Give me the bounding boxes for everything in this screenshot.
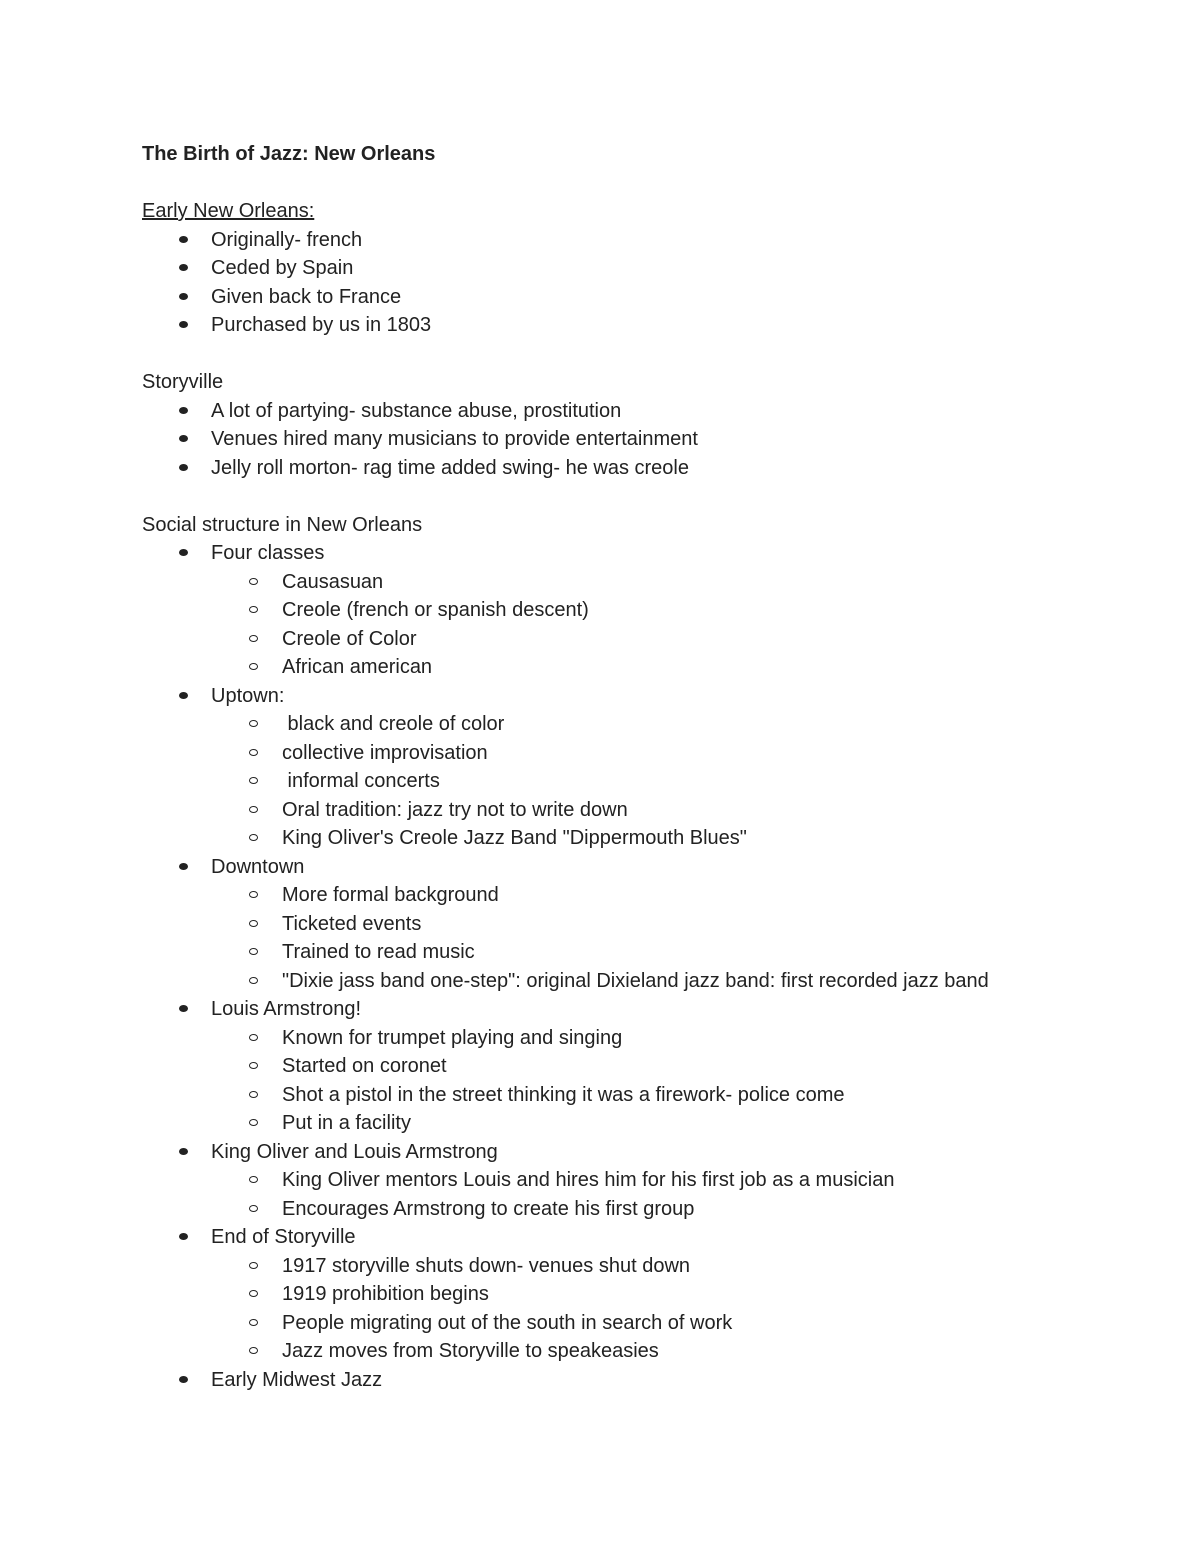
list-item-row: [211, 226, 1142, 255]
list-item-text: Downtown: [211, 855, 305, 878]
list-item: [142, 853, 1142, 996]
list-item-row: [211, 995, 1142, 1024]
bullet-list: [142, 539, 1142, 1394]
bullet-disc-icon: [179, 1148, 188, 1155]
sub-bullet-list: [142, 881, 1142, 995]
list-item-row: [211, 1223, 1142, 1252]
sub-list-item: [142, 967, 1142, 996]
bullet-circle-icon: [249, 1091, 258, 1098]
list-item-text: A lot of partying- substance abuse, prostitution: [211, 399, 622, 422]
bullet-circle-icon: [249, 977, 258, 984]
bullet-circle-icon: [249, 749, 258, 756]
sub-list-item: [142, 710, 1142, 739]
section-heading: Early New Orleans:: [142, 200, 315, 222]
list-item-text: Ceded by Spain: [211, 257, 354, 279]
list-item: [142, 1366, 1142, 1395]
bullet-circle-icon: [249, 1034, 258, 1041]
sub-list-item-text: African american: [282, 656, 433, 678]
sub-list-item: [142, 1109, 1142, 1138]
bullet-disc-icon: [179, 1233, 188, 1240]
list-item: [142, 254, 1142, 283]
list-item: [142, 995, 1142, 1138]
sub-list-item: [142, 1081, 1142, 1110]
sub-list-item-text: More formal background: [282, 884, 499, 906]
list-item-text: End of Storyville: [211, 1226, 356, 1248]
sub-list-item: [142, 568, 1142, 597]
list-item-row: [211, 1366, 1142, 1395]
bullet-list: [142, 226, 1142, 340]
list-item: [142, 1138, 1142, 1224]
bullet-disc-icon: [179, 1376, 188, 1383]
bullet-circle-icon: [249, 1176, 258, 1183]
bullet-circle-icon: [249, 891, 258, 898]
bullet-circle-icon: [249, 635, 258, 642]
bullet-circle-icon: [249, 663, 258, 670]
bullet-disc-icon: [179, 236, 188, 243]
bullet-circle-icon: [249, 1319, 258, 1326]
bullet-circle-icon: [249, 1347, 258, 1354]
list-item: [142, 682, 1142, 853]
sub-list-item-text: "Dixie jass band one-step": original Dixieland jazz band: first recorded jazz band: [282, 969, 989, 992]
spacer: [142, 169, 1142, 198]
list-item: [142, 226, 1142, 255]
bullet-disc-icon: [179, 464, 188, 471]
sub-list-item: [142, 1024, 1142, 1053]
sub-bullet-list: [142, 710, 1142, 853]
list-item: [142, 425, 1142, 454]
sub-list-item-text: Trained to read music: [282, 941, 475, 963]
list-item-row: [211, 539, 1142, 568]
list-item-row: [211, 254, 1142, 283]
spacer: [142, 482, 1142, 511]
list-item-text: Venues hired many musicians to provide entertainment: [211, 428, 698, 450]
bullet-circle-icon: [249, 1290, 258, 1297]
sub-list-item-text: Jazz moves from Storyville to speakeasies: [282, 1340, 659, 1362]
bullet-disc-icon: [179, 1005, 188, 1012]
sub-list-item: [142, 653, 1142, 682]
list-item-row: [211, 682, 1142, 711]
bullet-circle-icon: [249, 834, 258, 841]
list-item: [142, 283, 1142, 312]
bullet-circle-icon: [249, 1205, 258, 1212]
sub-list-item: [142, 1337, 1142, 1366]
bullet-circle-icon: [249, 1262, 258, 1269]
sub-list-item: [142, 1252, 1142, 1281]
list-item-text: Uptown:: [211, 684, 285, 707]
list-item-row: [211, 397, 1142, 426]
sub-list-item-text: Creole (french or spanish descent): [282, 599, 589, 621]
sub-list-item-text: Ticketed events: [282, 912, 422, 935]
sub-list-item: [142, 625, 1142, 654]
sub-bullet-list: [142, 568, 1142, 682]
bullet-circle-icon: [249, 920, 258, 927]
list-item-row: [211, 311, 1142, 340]
sub-list-item-text: People migrating out of the south in search of work: [282, 1311, 733, 1334]
document-title: The Birth of Jazz: New Orleans: [142, 143, 436, 165]
list-item: [142, 311, 1142, 340]
sub-list-item-text: Started on coronet: [282, 1055, 447, 1077]
document-page: [142, 140, 1142, 1394]
bullet-disc-icon: [179, 863, 188, 870]
list-item: [142, 539, 1142, 682]
bullet-disc-icon: [179, 435, 188, 442]
list-item: [142, 1223, 1142, 1366]
sub-list-item-text: Known for trumpet playing and singing: [282, 1026, 623, 1049]
sub-list-item-text: Shot a pistol in the street thinking it was a firework- police come: [282, 1083, 845, 1106]
sub-list-item-text: 1917 storyville shuts down- venues shut down: [282, 1254, 691, 1277]
document-body: [142, 197, 1142, 1394]
list-item-text: Given back to France: [211, 285, 402, 308]
sub-bullet-list: [142, 1166, 1142, 1223]
section-heading: Social structure in New Orleans: [142, 513, 423, 536]
spacer: [142, 340, 1142, 369]
list-item: [142, 454, 1142, 483]
list-item: [142, 397, 1142, 426]
list-item-row: [211, 425, 1142, 454]
sub-list-item: [142, 1052, 1142, 1081]
sub-list-item: [142, 796, 1142, 825]
sub-list-item-text: Causasuan: [282, 570, 384, 593]
bullet-circle-icon: [249, 1119, 258, 1126]
sub-list-item: [142, 881, 1142, 910]
bullet-disc-icon: [179, 321, 188, 328]
sub-list-item-text: Encourages Armstrong to create his first group: [282, 1197, 695, 1220]
sub-list-item-text: King Oliver mentors Louis and hires him for his first job as a musician: [282, 1169, 895, 1191]
section-heading: Storyville: [142, 371, 224, 393]
sub-list-item-text: collective improvisation: [282, 741, 488, 764]
bullet-circle-icon: [249, 578, 258, 585]
sub-list-item: [142, 1309, 1142, 1338]
sub-list-item-text: 1919 prohibition begins: [282, 1283, 489, 1305]
bullet-circle-icon: [249, 806, 258, 813]
list-item-row: [211, 853, 1142, 882]
sub-list-item: [142, 1195, 1142, 1224]
bullet-circle-icon: [249, 777, 258, 784]
bullet-circle-icon: [249, 606, 258, 613]
list-item-text: Jelly roll morton- rag time added swing- he was creole: [211, 456, 689, 479]
sub-list-item-text: King Oliver's Creole Jazz Band "Dippermouth Blues": [282, 827, 747, 849]
bullet-disc-icon: [179, 293, 188, 300]
sub-bullet-list: [142, 1252, 1142, 1366]
sub-list-item: [142, 739, 1142, 768]
bullet-circle-icon: [249, 1062, 258, 1069]
sub-list-item-text: Put in a facility: [282, 1112, 411, 1134]
list-item-row: [211, 283, 1142, 312]
list-item-text: Early Midwest Jazz: [211, 1368, 383, 1391]
list-item-text: Four classes: [211, 542, 325, 564]
bullet-list: [142, 397, 1142, 483]
sub-list-item-text: black and creole of color: [282, 713, 505, 735]
bullet-disc-icon: [179, 692, 188, 699]
sub-list-item: [142, 910, 1142, 939]
sub-list-item: [142, 824, 1142, 853]
list-item-text: Purchased by us in 1803: [211, 314, 432, 336]
sub-bullet-list: [142, 1024, 1142, 1138]
bullet-disc-icon: [179, 264, 188, 271]
list-item-row: [211, 1138, 1142, 1167]
sub-list-item: [142, 938, 1142, 967]
list-item-row: [211, 454, 1142, 483]
bullet-disc-icon: [179, 549, 188, 556]
sub-list-item: [142, 1280, 1142, 1309]
bullet-disc-icon: [179, 407, 188, 414]
sub-list-item: [142, 1166, 1142, 1195]
sub-list-item: [142, 767, 1142, 796]
sub-list-item-text: Creole of Color: [282, 627, 417, 650]
list-item-text: King Oliver and Louis Armstrong: [211, 1140, 498, 1163]
bullet-circle-icon: [249, 948, 258, 955]
list-item-text: Louis Armstrong!: [211, 998, 362, 1020]
bullet-circle-icon: [249, 720, 258, 727]
sub-list-item: [142, 596, 1142, 625]
sub-list-item-text: informal concerts: [282, 770, 440, 792]
list-item-text: Originally- french: [211, 228, 363, 251]
sub-list-item-text: Oral tradition: jazz try not to write down: [282, 798, 628, 821]
